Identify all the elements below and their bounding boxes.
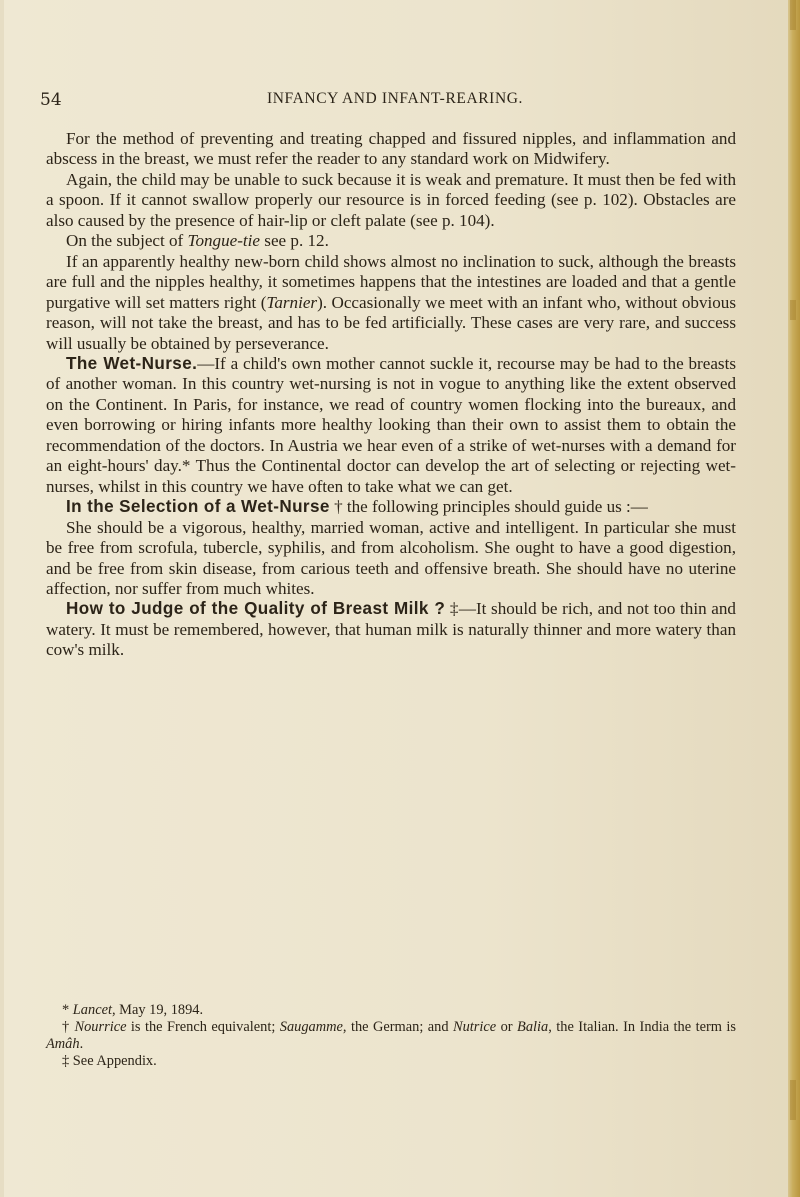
paragraph: Again, the child may be unable to suck because it is weak and premature. It must then be fed with a spoon. If it cannot swallow properly our resource is in forced feeding (see p. 102). Obstacles are also caused by the presence of hair-lip or cleft palate (see p. 104).	[46, 169, 736, 230]
edge-stain	[790, 0, 796, 30]
page-left-edge	[0, 0, 4, 1197]
paragraph: In the Selection of a Wet-Nurse † the following principles should guide us :—	[66, 497, 648, 517]
paragraph: For the method of preventing and treating chapped and fissured nipples, and inflammation and abscess in the breast, we must refer the reader to any standard work on Midwifery.	[46, 129, 736, 169]
paragraph: On the subject of Tongue-tie see p. 12.	[66, 231, 329, 251]
page-header	[40, 90, 750, 116]
paragraph: How to Judge of the Quality of Breast Milk ? ‡—It should be rich, and not too thin and watery. It must be remembered, however, that human milk is naturally thinner and more watery than cow's milk.	[46, 599, 736, 660]
edge-stain	[790, 1080, 796, 1120]
section-heading: In the Selection of a Wet-Nurse	[66, 497, 330, 517]
footnote: * Lancet, May 19, 1894.	[62, 1002, 204, 1018]
footnotes	[46, 1002, 736, 1070]
edge-stain	[790, 300, 796, 320]
page-number: 54	[40, 90, 62, 110]
section-heading: The Wet-Nurse.	[66, 353, 198, 373]
paragraph: She should be a vigorous, healthy, married woman, active and intelligent. In particular she must be free from scrofula, tubercle, syphilis, and from alcoholism. She ought to have a good digestion, and be free from skin disease, from carious teeth and offensive breath. She should have no uterine affection, nor suffer from much whites.	[46, 517, 736, 598]
paragraph: The Wet-Nurse.—If a child's own mother cannot suckle it, recourse may be had to the breasts of another woman. In this country wet-nursing is not in vogue to anything like the extent observed on the Continent. In Paris, for instance, we read of country women flocking into the bureaux, and even borrowing or hiring infants more healthy looking than their own to assist them to obtain the recommendation of the doctors. In Austria we hear even of a strike of wet-nurses with a demand for an eight-hours' day.* Thus the Continental doctor can develop the art of selecting or rejecting wet-nurses, whilst in this country we have often to take what we can get.	[46, 353, 736, 496]
body-text	[46, 129, 736, 661]
section-heading: How to Judge of the Quality of Breast Milk ?	[66, 599, 446, 619]
footnote: ‡ See Appendix.	[62, 1053, 157, 1069]
running-head: INFANCY AND INFANT-REARING.	[266, 90, 524, 107]
page-right-edge	[788, 0, 800, 1197]
paragraph: If an apparently healthy new-born child shows almost no inclination to suck, although the breasts are full and the nipples healthy, it sometimes happens that the intestines are loaded and that a gentle purgative will set matters right (Tarnier). Occasionally we meet with an infant who, without obvious reason, will not take the breast, and has to be fed artificially. These cases are very rare, and success will usually be obtained by perseverance.	[46, 251, 736, 353]
footnote: † Nourrice is the French equivalent; Saugamme, the German; and Nutrice or Balia, the Italian. In India the term is Amâh.	[46, 1019, 736, 1052]
